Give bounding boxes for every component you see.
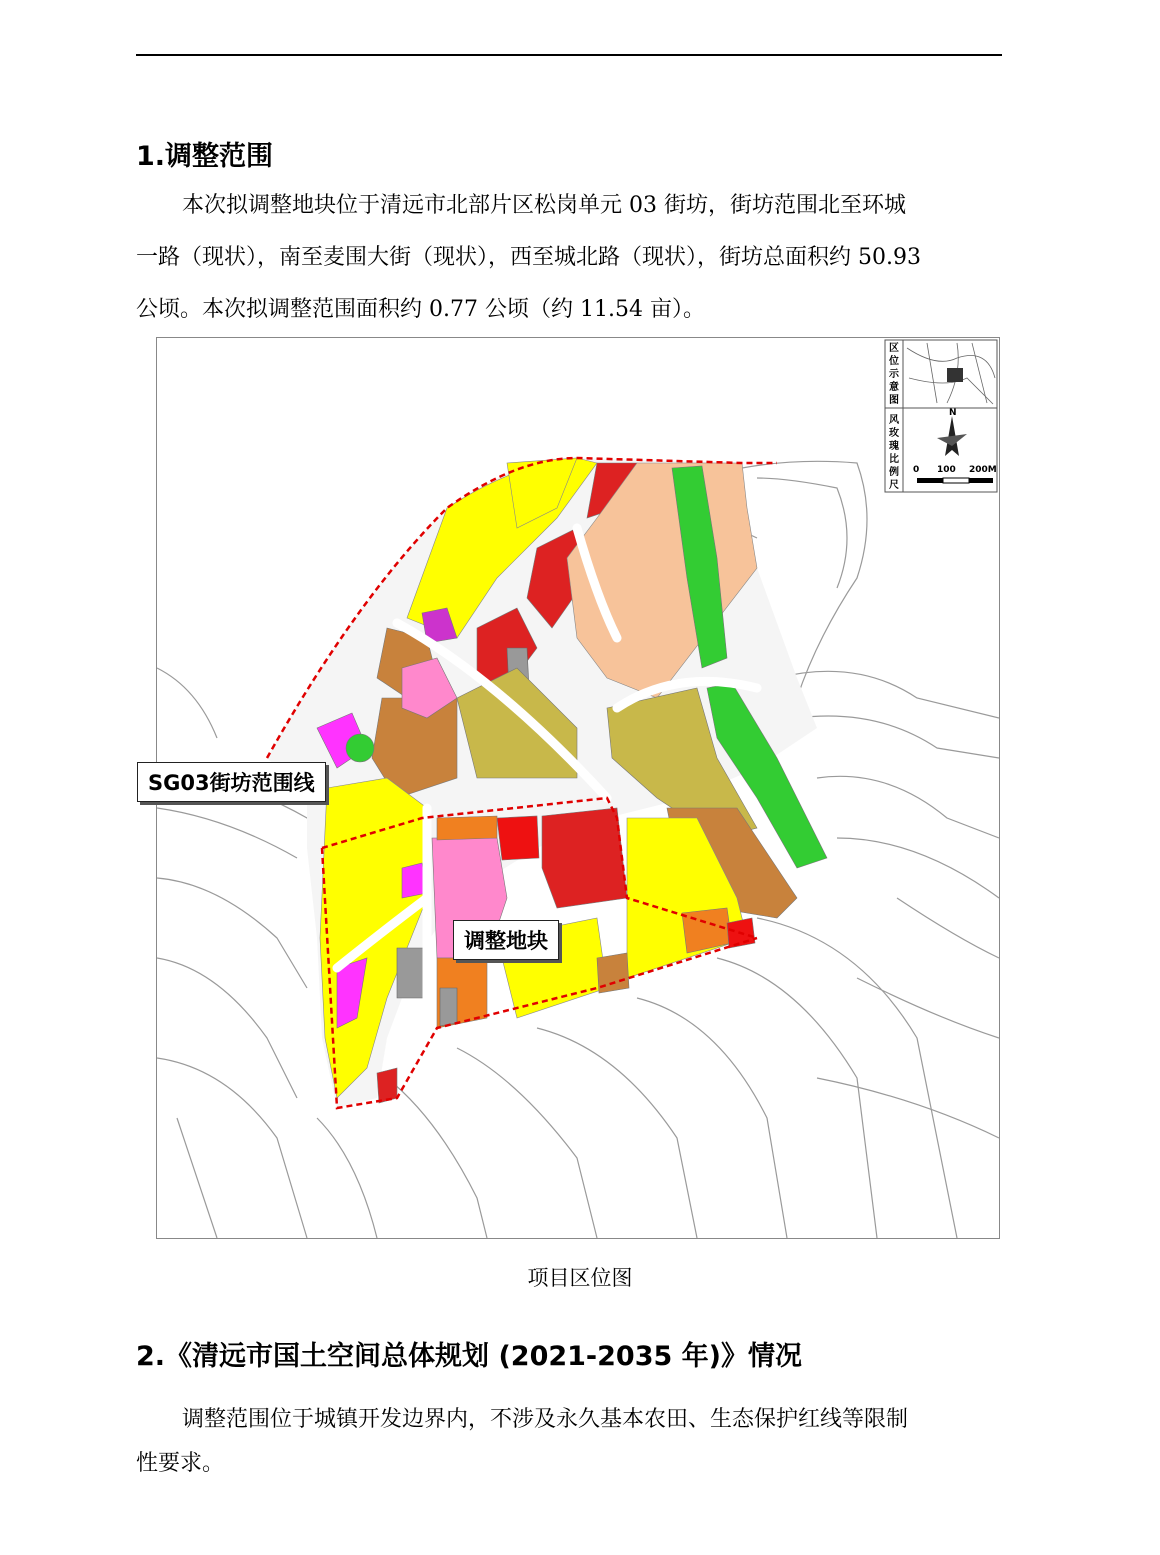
scale-tick-0: 0 (913, 465, 920, 475)
paragraph-line: 公顷。本次拟调整范围面积约 0.77 公顷（约 11.54 亩）。 (136, 297, 705, 322)
paragraph-line: 性要求。 (136, 1451, 225, 1476)
scale-tick-200m: 200M (969, 465, 997, 475)
north-mark: N (949, 408, 957, 418)
scale-tick-100: 100 (937, 465, 956, 475)
location-map (148, 337, 1000, 1239)
section-2-paragraph (136, 1398, 1002, 1486)
block-boundary-callout: SG03街坊范围线 (137, 762, 326, 802)
paragraph-line: 调整范围位于城镇开发边界内，不涉及永久基本农田、生态保护红线等限制 (182, 1407, 909, 1432)
adjust-plot-callout: 调整地块 (453, 920, 559, 960)
compass-scale-title: 风玫瑰比例尺 (889, 415, 899, 491)
section-2-heading: 2.《清远市国土空间总体规划 (2021-2035 年)》情况 (136, 1341, 803, 1372)
section-1-paragraph (136, 180, 1002, 336)
paragraph-line: 一路（现状），南至麦围大街（现状），西至城北路（现状），街坊总面积约 50.93 (136, 245, 921, 270)
inset-title: 区位示意图 (889, 343, 899, 406)
header-rule (136, 54, 1002, 56)
block-parcels (267, 458, 827, 1108)
paragraph-line: 本次拟调整地块位于清远市北部片区松岗单元 03 街坊，街坊范围北至环城 (182, 193, 906, 218)
section-1-heading: 1.调整范围 (136, 141, 274, 172)
figure-caption: 项目区位图 (527, 1266, 633, 1290)
